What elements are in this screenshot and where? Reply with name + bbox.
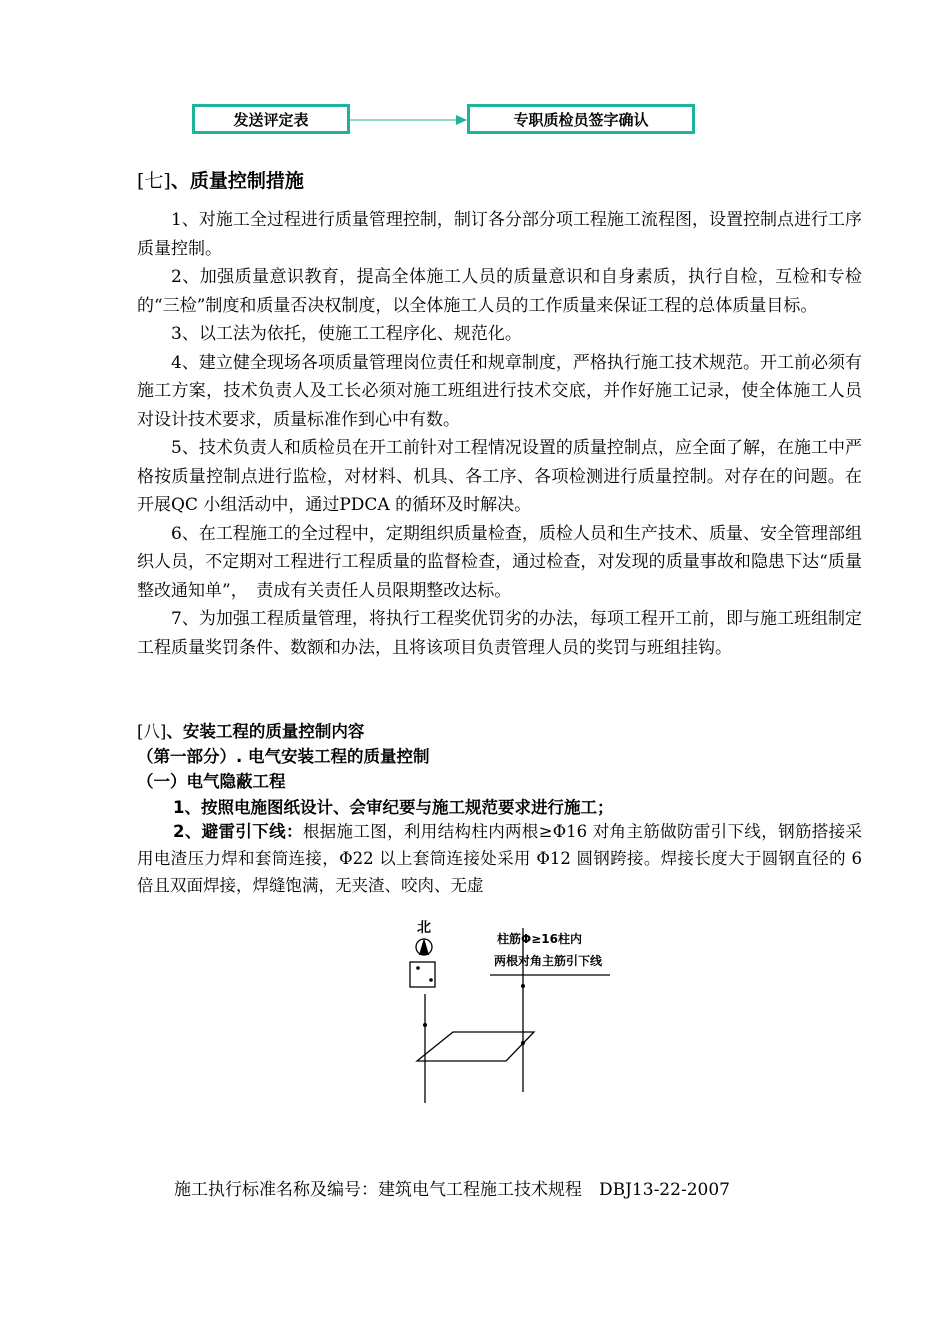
paragraph: 5、技术负责人和质检员在开工前针对工程情况设置的质量控制点，应全面了解，在施工中严格按质量控制点进行监检，对材料、机具、各工序、各项检测进行质量控制。对存在的问题。在开展QC 小组活动中，通过PDCA 的循环及时解决。 (137, 438, 862, 515)
section-heading-8 (137, 719, 867, 745)
section-title: 、质量控制措施 (170, 170, 304, 192)
section-title: 、安装工程的质量控制内容 (166, 722, 365, 741)
standard-footer: 施工执行标准名称及编号：建筑电气工程施工技术规程 DBJ13-22-2007 (174, 1180, 730, 1200)
paragraph: 3、以工法为依托，使施工工程序化、规范化。 (171, 324, 522, 344)
item-1: 1、按照电施图纸设计、会审纪要与施工规范要求进行施工； (173, 798, 614, 817)
subsection-heading: （一）电气隐蔽工程 (137, 772, 286, 791)
paragraph: 6、在工程施工的全过程中，定期组织质量检查，质检人员和生产技术、质量、安全管理部组织人员，不定期对工程进行工程质量的监督检查，通过检查，对发现的质量事故和隐患下达“质量整改通知单”， 责成有关责任人员限期整改达标。 (137, 523, 862, 601)
column-box (410, 962, 435, 987)
flow-box-inspector-sign: 专职质检员签字确认 (467, 104, 695, 134)
paragraph: 4、建立健全现场各项质量管理岗位责任和规章制度，严格执行施工技术规范。开工前必须有施工方案，技术负责人及工长必须对施工班组进行技术交底，并作好施工记录，使全体施工人员对设计技术要求，质量标准作到心中有数。 (137, 352, 862, 430)
paragraph: 7、为加强工程质量管理，将执行工程奖优罚劣的办法，每项工程开工前，即与施工班组制定工程质量奖罚条件、数额和办法，且将该项目负责管理人员的奖罚与班组挂钩。 (137, 609, 862, 658)
item-2-text: 根据施工图，利用结构柱内两根≥Φ16 对角主筋做防雷引下线，钢筋搭接采用电渣压力焊和套筒连接，Φ22 以上套筒连接处采用 Φ12 圆钢跨接。焊接长度大于圆钢直径的 6 倍且双面焊接，焊缝饱满，无夹渣、咬肉、无虚 (137, 822, 863, 895)
plate-shape (417, 1032, 534, 1061)
item-2-label: 2、避雷引下线： (173, 822, 303, 841)
quality-measures-body (137, 206, 862, 662)
diagram-label-1: 柱筋Φ≥16柱内 (497, 932, 582, 946)
north-label: 北 (417, 920, 431, 936)
section-heading-7 (137, 166, 304, 193)
section-number: [七] (137, 170, 171, 192)
section-number: [八] (137, 722, 167, 741)
flow-box-send-form: 发送评定表 (192, 104, 350, 134)
north-arrow-icon (416, 938, 432, 955)
lightning-downlead-diagram (395, 910, 625, 1110)
paragraph: 1、对施工全过程进行质量管理控制，制订各分部分项工程施工流程图，设置控制点进行工序质量控制。 (137, 210, 862, 259)
flow-arrow (350, 112, 468, 128)
item-2 (137, 818, 862, 899)
part-heading: （第一部分）. 电气安装工程的质量控制 (137, 747, 430, 766)
paragraph: 2、加强质量意识教育，提高全体施工人员的质量意识和自身素质，执行自检，互检和专检的“三检”制度和质量否决权制度，以全体施工人员的工作质量来保证工程的总体质量目标。 (137, 267, 862, 316)
diagram-label-2: 两根对角主筋引下线 (494, 954, 603, 968)
